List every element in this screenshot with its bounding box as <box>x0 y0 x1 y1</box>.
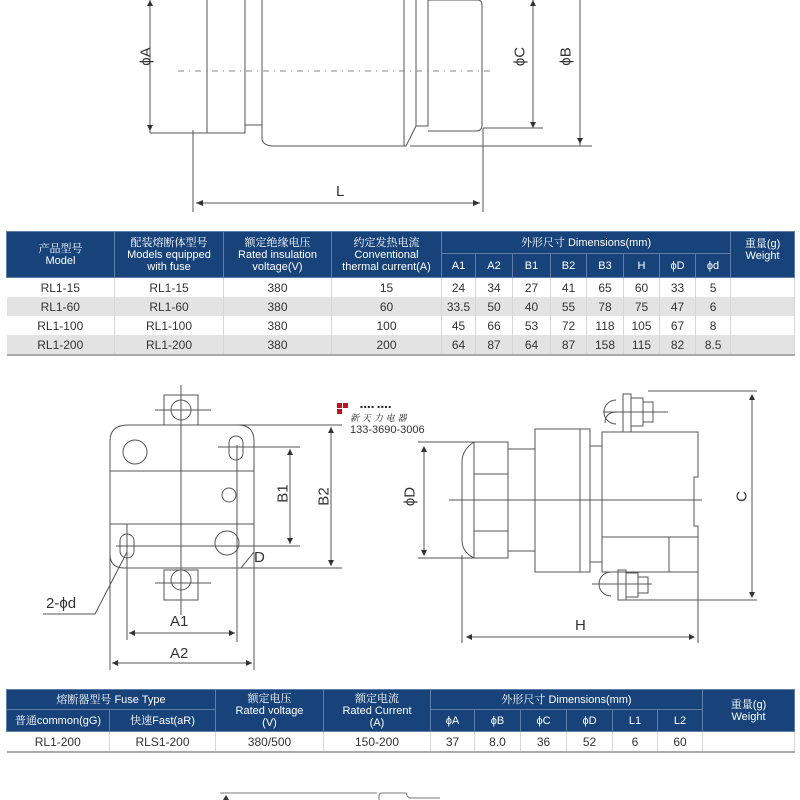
dim-label-phiB: ϕB <box>557 47 575 66</box>
cell-A2: 34 <box>476 278 513 298</box>
table-row <box>7 732 795 753</box>
watermark-company-name: 新 天 力 电 器 <box>350 414 407 424</box>
col-header-insulation-voltage: 额定绝缘电压 Rated insulation voltage(V) <box>224 232 332 278</box>
cell-current: 150-200 <box>324 732 431 753</box>
col-header-rated-current: 额定电流 Rated Current (A) <box>324 690 431 732</box>
dim-label-phiA: ϕA <box>137 47 155 66</box>
cell-A1: 24 <box>442 278 476 298</box>
dim-label-C: C <box>733 491 751 502</box>
watermark-small-text: ▪▪▪▪ ▪▪▪▪ <box>360 404 392 409</box>
cell-phiB: 8.0 <box>475 732 521 753</box>
cell-weight <box>731 316 795 335</box>
cell-B3: 65 <box>587 278 624 298</box>
cell-A2: 87 <box>476 335 513 355</box>
col-header-dimensions: 外形尺寸 Dimensions(mm) <box>442 232 731 254</box>
cell-A1: 33.5 <box>442 297 476 316</box>
fuse-link-spec-table <box>6 689 795 753</box>
cell-voltage: 380 <box>224 335 332 355</box>
cell-B3: 118 <box>587 316 624 335</box>
col-header-phiD: ϕD <box>567 710 613 732</box>
cell-phid: 8 <box>696 316 731 335</box>
cell-model: RL1-60 <box>7 297 115 316</box>
table-row <box>7 278 795 298</box>
cell-phid: 5 <box>696 278 731 298</box>
cell-B1: 40 <box>513 297 551 316</box>
watermark-phone: 133-3690-3006 <box>350 424 425 436</box>
dim-label-A2: A2 <box>170 645 189 662</box>
cell-A2: 50 <box>476 297 513 316</box>
dim-label-B2: B2 <box>315 487 333 506</box>
cell-A1: 64 <box>442 335 476 355</box>
table-row <box>7 335 795 355</box>
cell-current: 60 <box>332 297 442 316</box>
cell-weight <box>731 297 795 316</box>
col-header-common: 普通common(gG) <box>7 710 110 732</box>
cell-L1: 6 <box>613 732 658 753</box>
cell-current: 200 <box>332 335 442 355</box>
col-header-H: H <box>624 254 660 278</box>
fuse-base-spec-table <box>6 231 795 356</box>
col-header-fuse-model: 配装熔断体型号 Models equipped with fuse <box>115 232 224 278</box>
col-header-B3: B3 <box>587 254 624 278</box>
cell-H: 75 <box>624 297 660 316</box>
col-header-phiC: ϕC <box>521 710 567 732</box>
cell-weight <box>703 732 795 753</box>
dim-label-H: H <box>575 617 586 634</box>
cell-B2: 87 <box>551 335 587 355</box>
col-header-fast: 快速Fast(aR) <box>110 710 216 732</box>
cell-fast: RLS1-200 <box>110 732 216 753</box>
col-header-A2: A2 <box>476 254 513 278</box>
dim-label-L: L <box>336 183 345 200</box>
watermark-logo-icon <box>337 403 349 415</box>
cell-fuse: RL1-60 <box>115 297 224 316</box>
cell-phiD: 47 <box>660 297 696 316</box>
cell-B2: 55 <box>551 297 587 316</box>
dim-label-2-phid: 2-ϕd <box>46 595 77 612</box>
col-header-L2: L2 <box>658 710 703 732</box>
cell-fuse: RL1-200 <box>115 335 224 355</box>
cell-A2: 66 <box>476 316 513 335</box>
table-row <box>7 297 795 316</box>
cell-B1: 53 <box>513 316 551 335</box>
cell-L2: 60 <box>658 732 703 753</box>
cell-voltage: 380 <box>224 297 332 316</box>
cell-weight <box>731 278 795 298</box>
cell-phid: 6 <box>696 297 731 316</box>
cell-B1: 27 <box>513 278 551 298</box>
cell-phiD: 52 <box>567 732 613 753</box>
cell-phiC: 36 <box>521 732 567 753</box>
cell-common: RL1-200 <box>7 732 110 753</box>
col-header-B1: B1 <box>513 254 551 278</box>
cell-voltage: 380 <box>224 278 332 298</box>
cell-H: 105 <box>624 316 660 335</box>
col-header-phiD: ϕD <box>660 254 696 278</box>
dim-label-phiD: ϕD <box>401 486 419 507</box>
cell-B1: 64 <box>513 335 551 355</box>
table-row <box>7 316 795 335</box>
col-header-L1: L1 <box>613 710 658 732</box>
cell-voltage: 380/500 <box>216 732 324 753</box>
col-header-rated-voltage: 额定电压 Rated voltage (V) <box>216 690 324 732</box>
cell-phiD: 67 <box>660 316 696 335</box>
cell-phiA: 37 <box>431 732 475 753</box>
dim-label-B1: B1 <box>274 484 292 503</box>
cell-phid: 8.5 <box>696 335 731 355</box>
col-header-weight: 重量(g) Weight <box>731 232 795 278</box>
col-header-A1: A1 <box>442 254 476 278</box>
cell-B3: 158 <box>587 335 624 355</box>
col-header-thermal-current: 约定发热电流 Conventional thermal current(A) <box>332 232 442 278</box>
col-header-fuse-type: 熔断器型号 Fuse Type <box>7 690 216 710</box>
cell-current: 100 <box>332 316 442 335</box>
col-header-weight: 重量(g) Weight <box>703 690 795 732</box>
dim-label-A1: A1 <box>170 613 189 630</box>
col-header-phiA: ϕA <box>431 710 475 732</box>
cell-A1: 45 <box>442 316 476 335</box>
cell-fuse: RL1-15 <box>115 278 224 298</box>
cell-model: RL1-200 <box>7 335 115 355</box>
dim-label-phiC: ϕC <box>511 46 529 67</box>
cell-B2: 41 <box>551 278 587 298</box>
dim-label-D: D <box>254 549 265 566</box>
col-header-model: 产品型号 Model <box>7 232 115 278</box>
cell-B2: 72 <box>551 316 587 335</box>
cell-phiD: 82 <box>660 335 696 355</box>
cell-fuse: RL1-100 <box>115 316 224 335</box>
cell-voltage: 380 <box>224 316 332 335</box>
col-header-B2: B2 <box>551 254 587 278</box>
col-header-phiB: ϕB <box>475 710 521 732</box>
col-header-dimensions: 外形尺寸 Dimensions(mm) <box>431 690 703 710</box>
cell-B3: 78 <box>587 297 624 316</box>
cell-model: RL1-100 <box>7 316 115 335</box>
cell-current: 15 <box>332 278 442 298</box>
col-header-phid: ϕd <box>696 254 731 278</box>
cell-H: 115 <box>624 335 660 355</box>
cell-phiD: 33 <box>660 278 696 298</box>
cell-weight <box>731 335 795 355</box>
cell-model: RL1-15 <box>7 278 115 298</box>
cell-H: 60 <box>624 278 660 298</box>
fuse-cartridge-drawing <box>0 0 800 220</box>
